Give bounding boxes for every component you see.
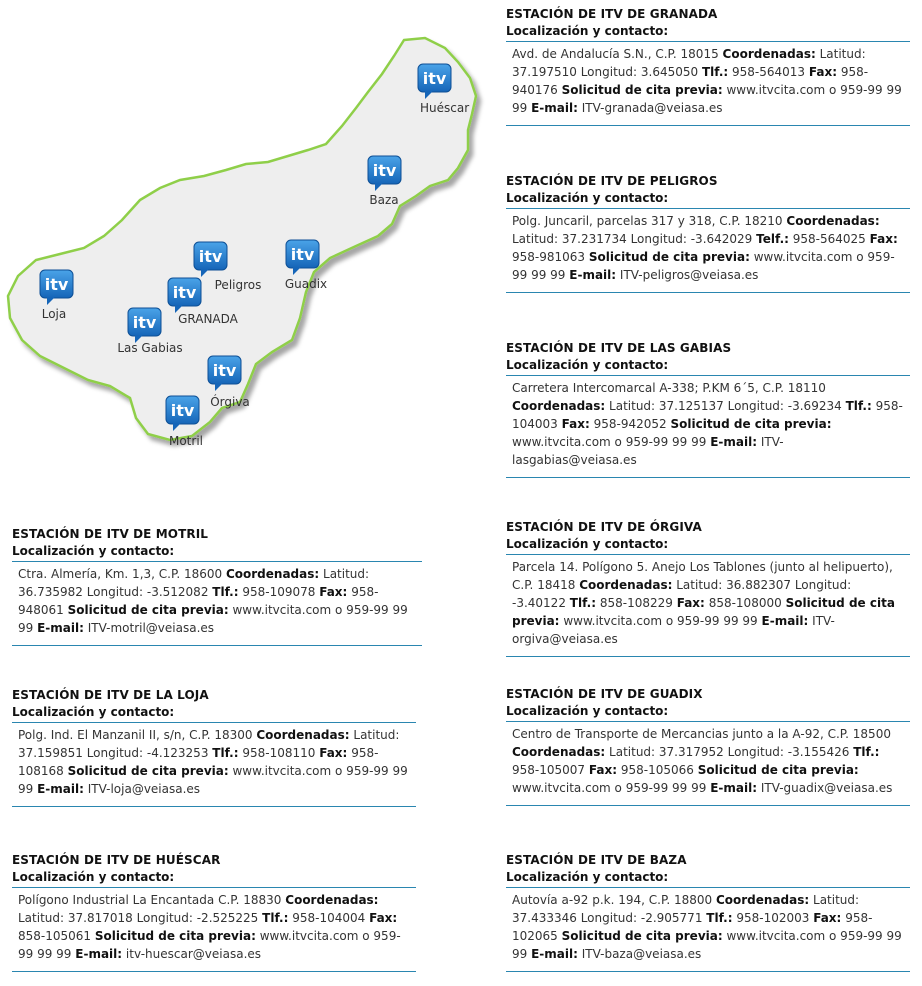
station-card-peligros (506, 172, 910, 293)
station-details: Ctra. Almería, Km. 1,3, C.P. 18600 Coordenadas: Latitud: 36.735982 Longitud: -3.512082 Tlf.: 958-109078 Fax: 958-948061 Solicitud de cita previa: www.itvcita.com o 959-99 99 99 E-mail: ITV-motril@veiasa.es (12, 562, 422, 646)
itv-logo-text: itv (372, 161, 397, 180)
station-details: Polg. Juncaril, parcelas 317 y 318, C.P. 18210 Coordenadas: Latitud: 37.231734 Longitud: -3.642029 Telf.: 958-564025 Fax: 958-981063 Solicitud de cita previa: www.itvcita.com o 959-99 99 99 E-mail: ITV-peligros@veiasa.es (506, 209, 910, 293)
station-card-orgiva (506, 518, 910, 657)
station-card-huescar (12, 851, 416, 972)
station-title: ESTACIÓN DE ITV DE PELIGROS (506, 174, 718, 188)
map-marker-label: Órgiva (210, 395, 250, 409)
station-card-loja (12, 686, 416, 807)
map-marker-baza[interactable] (368, 156, 401, 207)
station-subtitle: Localización y contacto: (12, 869, 416, 888)
station-subtitle: Localización y contacto: (506, 23, 910, 42)
itv-logo-text: itv (198, 247, 223, 266)
station-title: ESTACIÓN DE ITV DE BAZA (506, 853, 687, 867)
map-marker-label: Motril (168, 434, 204, 448)
station-subtitle: Localización y contacto: (12, 704, 416, 723)
itv-logo-text: itv (132, 313, 157, 332)
station-details: Avd. de Andalucía S.N., C.P. 18015 Coordenadas: Latitud: 37.197510 Longitud: 3.645050 Tlf.: 958-564013 Fax: 958-940176 Solicitud de cita previa: www.itvcita.com o 959-99 99 99 E-mail: ITV-granada@veiasa.es (506, 42, 910, 126)
province-map (0, 0, 490, 470)
station-title: ESTACIÓN DE ITV DE LA LOJA (12, 688, 209, 702)
station-subtitle: Localización y contacto: (506, 536, 910, 555)
map-marker-label: Guadix (284, 277, 328, 291)
station-title: ESTACIÓN DE ITV DE GUADIX (506, 687, 703, 701)
map-marker-label: Loja (41, 307, 67, 321)
station-subtitle: Localización y contacto: (506, 357, 910, 376)
station-details: Polígono Industrial La Encantada C.P. 18830 Coordenadas: Latitud: 37.817018 Longitud: -2.525225 Tlf.: 958-104004 Fax: 858-105061 Solicitud de cita previa: www.itvcita.com o 959-99 99 99 E-mail: itv-huescar@veiasa.es (12, 888, 416, 972)
station-title: ESTACIÓN DE ITV DE MOTRIL (12, 527, 209, 541)
map-marker-label: GRANADA (178, 312, 238, 326)
station-details: Carretera Intercomarcal A-338; P.KM 6´5, C.P. 18110 Coordenadas: Latitud: 37.125137 Longitud: -3.69234 Tlf.: 958-104003 Fax: 958-942052 Solicitud de cita previa: www.itvcita.com o 959-99 99 99 E-mail: ITV-lasgabias@veiasa.es (506, 376, 910, 478)
station-details: Centro de Transporte de Mercancias junto a la A-92, C.P. 18500 Coordenadas: Latitud: 37.317952 Longitud: -3.155426 Tlf.: 958-105007 Fax: 958-105066 Solicitud de cita previa: www.itvcita.com o 959-99 99 99 E-mail: ITV-guadix@veiasa.es (506, 722, 910, 806)
station-title: ESTACIÓN DE ITV DE HUÉSCAR (12, 853, 221, 867)
station-card-las-gabias (506, 339, 910, 478)
map-marker-motril[interactable] (166, 396, 203, 448)
station-subtitle: Localización y contacto: (12, 543, 422, 562)
map-marker-label: Huéscar (420, 101, 470, 115)
station-subtitle: Localización y contacto: (506, 869, 910, 888)
map-marker-label: Baza (369, 193, 399, 207)
station-details: Autovía a-92 p.k. 194, C.P. 18800 Coordenadas: Latitud: 37.433346 Longitud: -2.905771 Tlf.: 958-102003 Fax: 958-102065 Solicitud de cita previa: www.itvcita.com o 959-99 99 99 E-mail: ITV-baza@veiasa.es (506, 888, 910, 972)
station-title: ESTACIÓN DE ITV DE GRANADA (506, 7, 718, 21)
map-marker-label: Peligros (214, 278, 262, 292)
station-card-motril (12, 525, 422, 646)
itv-logo-text: itv (212, 361, 237, 380)
station-subtitle: Localización y contacto: (506, 190, 910, 209)
station-details: Parcela 14. Polígono 5. Anejo Los Tablones (junto al helipuerto), C.P. 18418 Coordenadas: Latitud: 36.882307 Longitud: -3.40122 Tlf.: 858-108229 Fax: 858-108000 Solicitud de cita previa: www.itvcita.com o 959-99 99 99 E-mail: ITV-orgiva@veiasa.es (506, 555, 910, 657)
itv-logo-text: itv (172, 283, 197, 302)
station-card-guadix (506, 685, 910, 806)
station-subtitle: Localización y contacto: (506, 703, 910, 722)
station-card-baza (506, 851, 910, 972)
station-card-granada (506, 5, 910, 126)
itv-logo-text: itv (170, 401, 195, 420)
station-title: ESTACIÓN DE ITV DE LAS GABIAS (506, 341, 732, 355)
station-title: ESTACIÓN DE ITV DE ÓRGIVA (506, 520, 702, 534)
itv-logo-text: itv (290, 245, 315, 264)
itv-logo-text: itv (44, 275, 69, 294)
itv-logo-text: itv (422, 69, 447, 88)
station-details: Polg. Ind. El Manzanil II, s/n, C.P. 18300 Coordenadas: Latitud: 37.159851 Longitud: -4.123253 Tlf.: 958-108110 Fax: 958-108168 Solicitud de cita previa: www.itvcita.com o 959-99 99 99 E-mail: ITV-loja@veiasa.es (12, 723, 416, 807)
province-outline (8, 38, 476, 440)
map-marker-label: Las Gabias (117, 341, 183, 355)
